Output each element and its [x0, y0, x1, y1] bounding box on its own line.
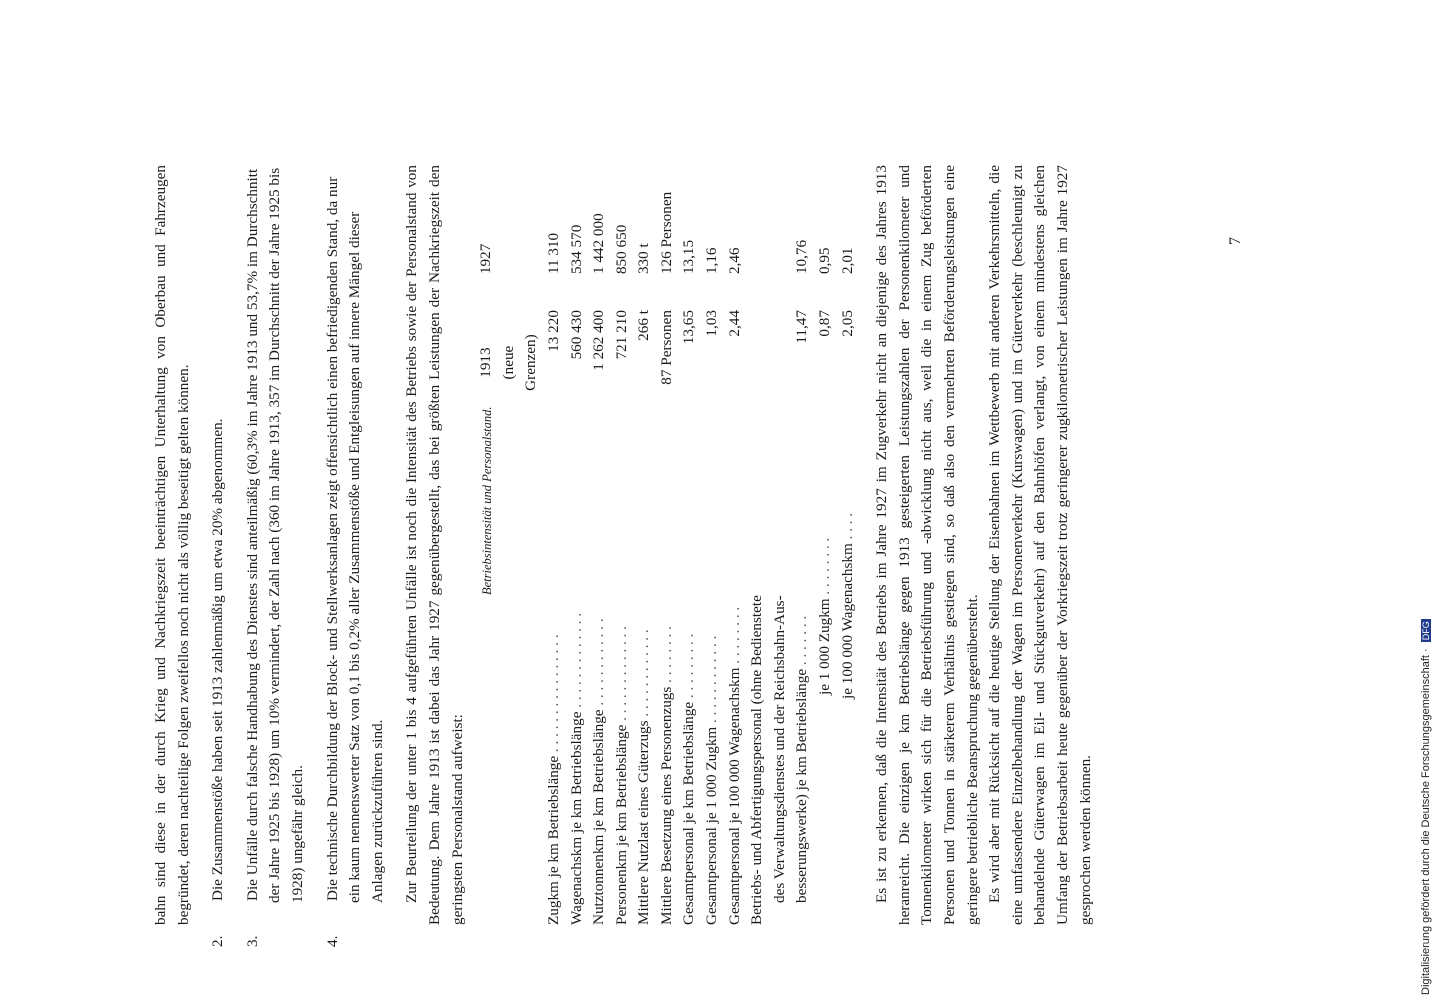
table-row: Zugkm je km Betriebslänge . . . . . . . . . . . . . . . . 13 220 11 310: [544, 232, 562, 925]
list-item-3: 3.Die Unfälle durch falsche Handhabung des Dienstes sind anteilmäßig (60,3% im Jahre 1913 und 53,7% im Durchschnitt der Jahre 1925 bis 1928) um 10% vermindert, der Zahl nach (360 im Jahre 1913, 357 im Durchschnitt der Jahre 1925 bis 1928) ungefähr gleich.: [243, 167, 306, 947]
statistics-table: [475, 165, 859, 925]
col-1913-header: 1913 (neue Grenzen): [477, 334, 540, 391]
list-item-2: 2.Die Zusammenstöße haben seit 1913 zahlenmäßig um etwa 20% abgenommen.: [209, 418, 227, 947]
list-item-4: 4.Die technische Durchbildung der Block- und Stellwerksanlagen zeigt offensichtlich einen befriedigenden Stand, da nur ein kaum nennenswerter Satz von 0,1 bis 0,2% aller Zusammenstöße und Entgleisungen auf innere Mängel dieser Anlagen zurückzuführen sind.: [323, 176, 386, 947]
table-row: des Verwaltungsdienstes und der Reichsbahn-Aus-: [770, 595, 788, 903]
table-row: Gesamtpersonal je 1 000 Zugkm . . . . . . . . . . . . 1,03 1,16: [703, 247, 721, 925]
conclusion-paragraph-2: Es wird aber mit Rücksicht auf die heutige Stellung der Eisenbahnen im Wettbewerb mit anderen Verkehrsmitteln, die eine umfassendere Einzelbehandlung der Wagen im Personenverkehr (Kurswagen) und im Güterverkehr (beschleunigt zu behandelnde Güterwagen im Eil- und Stückgutverkehr) auf den Bahnhöfen verlangt, von einem mindestens gleichen Umfang der Betriebsarbeit heute gegenüber der Vorkriegszeit trotz geringerer zugkilometrischer Leistungen im Jahre 1927 gesprochen werden können.: [986, 165, 1094, 925]
margin-note: Betriebsintensität und Personalstand.: [480, 406, 494, 595]
table-row: Mittlere Besetzung eines Personenzugs . . . . . . . . 87 Personen 126 Personen: [657, 191, 675, 925]
rotated-page-content: [150, 165, 1260, 947]
col-1927-header: 1927: [477, 243, 495, 275]
table-row: je 1 000 Zugkm . . . . . . . . 0,87 0,95: [816, 247, 834, 695]
table-row: Mittlere Nutzlast eines Güterzugs . . . . . . . . . . . . 266 t 330 t: [635, 243, 653, 925]
intro-paragraph: bahn sind diese in der durch Krieg und Nachkriegszeit beeinträchtigen Unterhaltung von Oberbau und Fahrzeugen begründet, deren nachteilige Folgen zweifellos noch nicht als völlig beseitigt gelten können.: [152, 165, 192, 925]
table-row: Wagenachskm je km Betriebslänge . . . . . . . . . . . . . 560 430 534 570: [567, 224, 585, 925]
dfg-logo: DFG: [1421, 621, 1431, 641]
table-row: besserungswerke) je km Betriebslänge . . . . . . . 11,47 10,76: [793, 239, 811, 903]
table-row: Gesamtpersonal je 100 000 Wagenachskm . . . . . . . . 2,44 2,46: [725, 247, 743, 925]
digitization-footer: Digitalisierung gefördert durch die Deutsche Forschungsgemeinschaft · DFG: [1420, 621, 1432, 995]
table-intro-paragraph: Zur Beurteilung der unter 1 bis 4 aufgeführten Unfälle ist noch die Intensität des Betriebs sowie der Personalstand von Bedeutung. Dem Jahre 1913 ist dabei das Jahr 1927 gegenübergestellt, das bei größten Leistungen der Nachkriegszeit den geringsten Personalstand aufweist:: [403, 165, 466, 925]
table-row: je 100 000 Wagenachskm . . . . 2,05 2,01: [838, 247, 856, 699]
table-row: Gesamtpersonal je km Betriebslänge . . . . . . . . . 13,65 13,15: [680, 239, 698, 925]
table-row: Nutztonnenkm je km Betriebslänge . . . . . . . . . . . . 1 262 400 1 442 000: [590, 213, 608, 925]
table-row: Personenkm je km Betriebslänge . . . . . . . . . . . . . 721 210 850 650: [612, 224, 630, 925]
page-number: 7: [1227, 237, 1244, 245]
margin-note-container: [478, 395, 524, 595]
conclusion-paragraph-1: Es ist zu erkennen, daß die Intensität des Betriebs im Jahre 1927 im Zugverkehr nicht an diejenige des Jahres 1913 heranreicht. Die einzigen je km Betriebslänge gegen 1913 gesteigerten Leistungszahlen der Personenkilometer und Tonnenkilometer wirken sich für die Betriebsführung und -abwicklung nicht aus, weil die in einem Zug beförderten Personen und Tonnen in stärkerem Verhältnis gestiegen sind, so daß also den vermehrten Beförderungsleistungen eine geringere betriebliche Beanspruchung gegenübersteht.: [873, 165, 981, 925]
table-row: Betriebs- und Abfertigungspersonal (ohne Bedienstete: [748, 595, 766, 925]
